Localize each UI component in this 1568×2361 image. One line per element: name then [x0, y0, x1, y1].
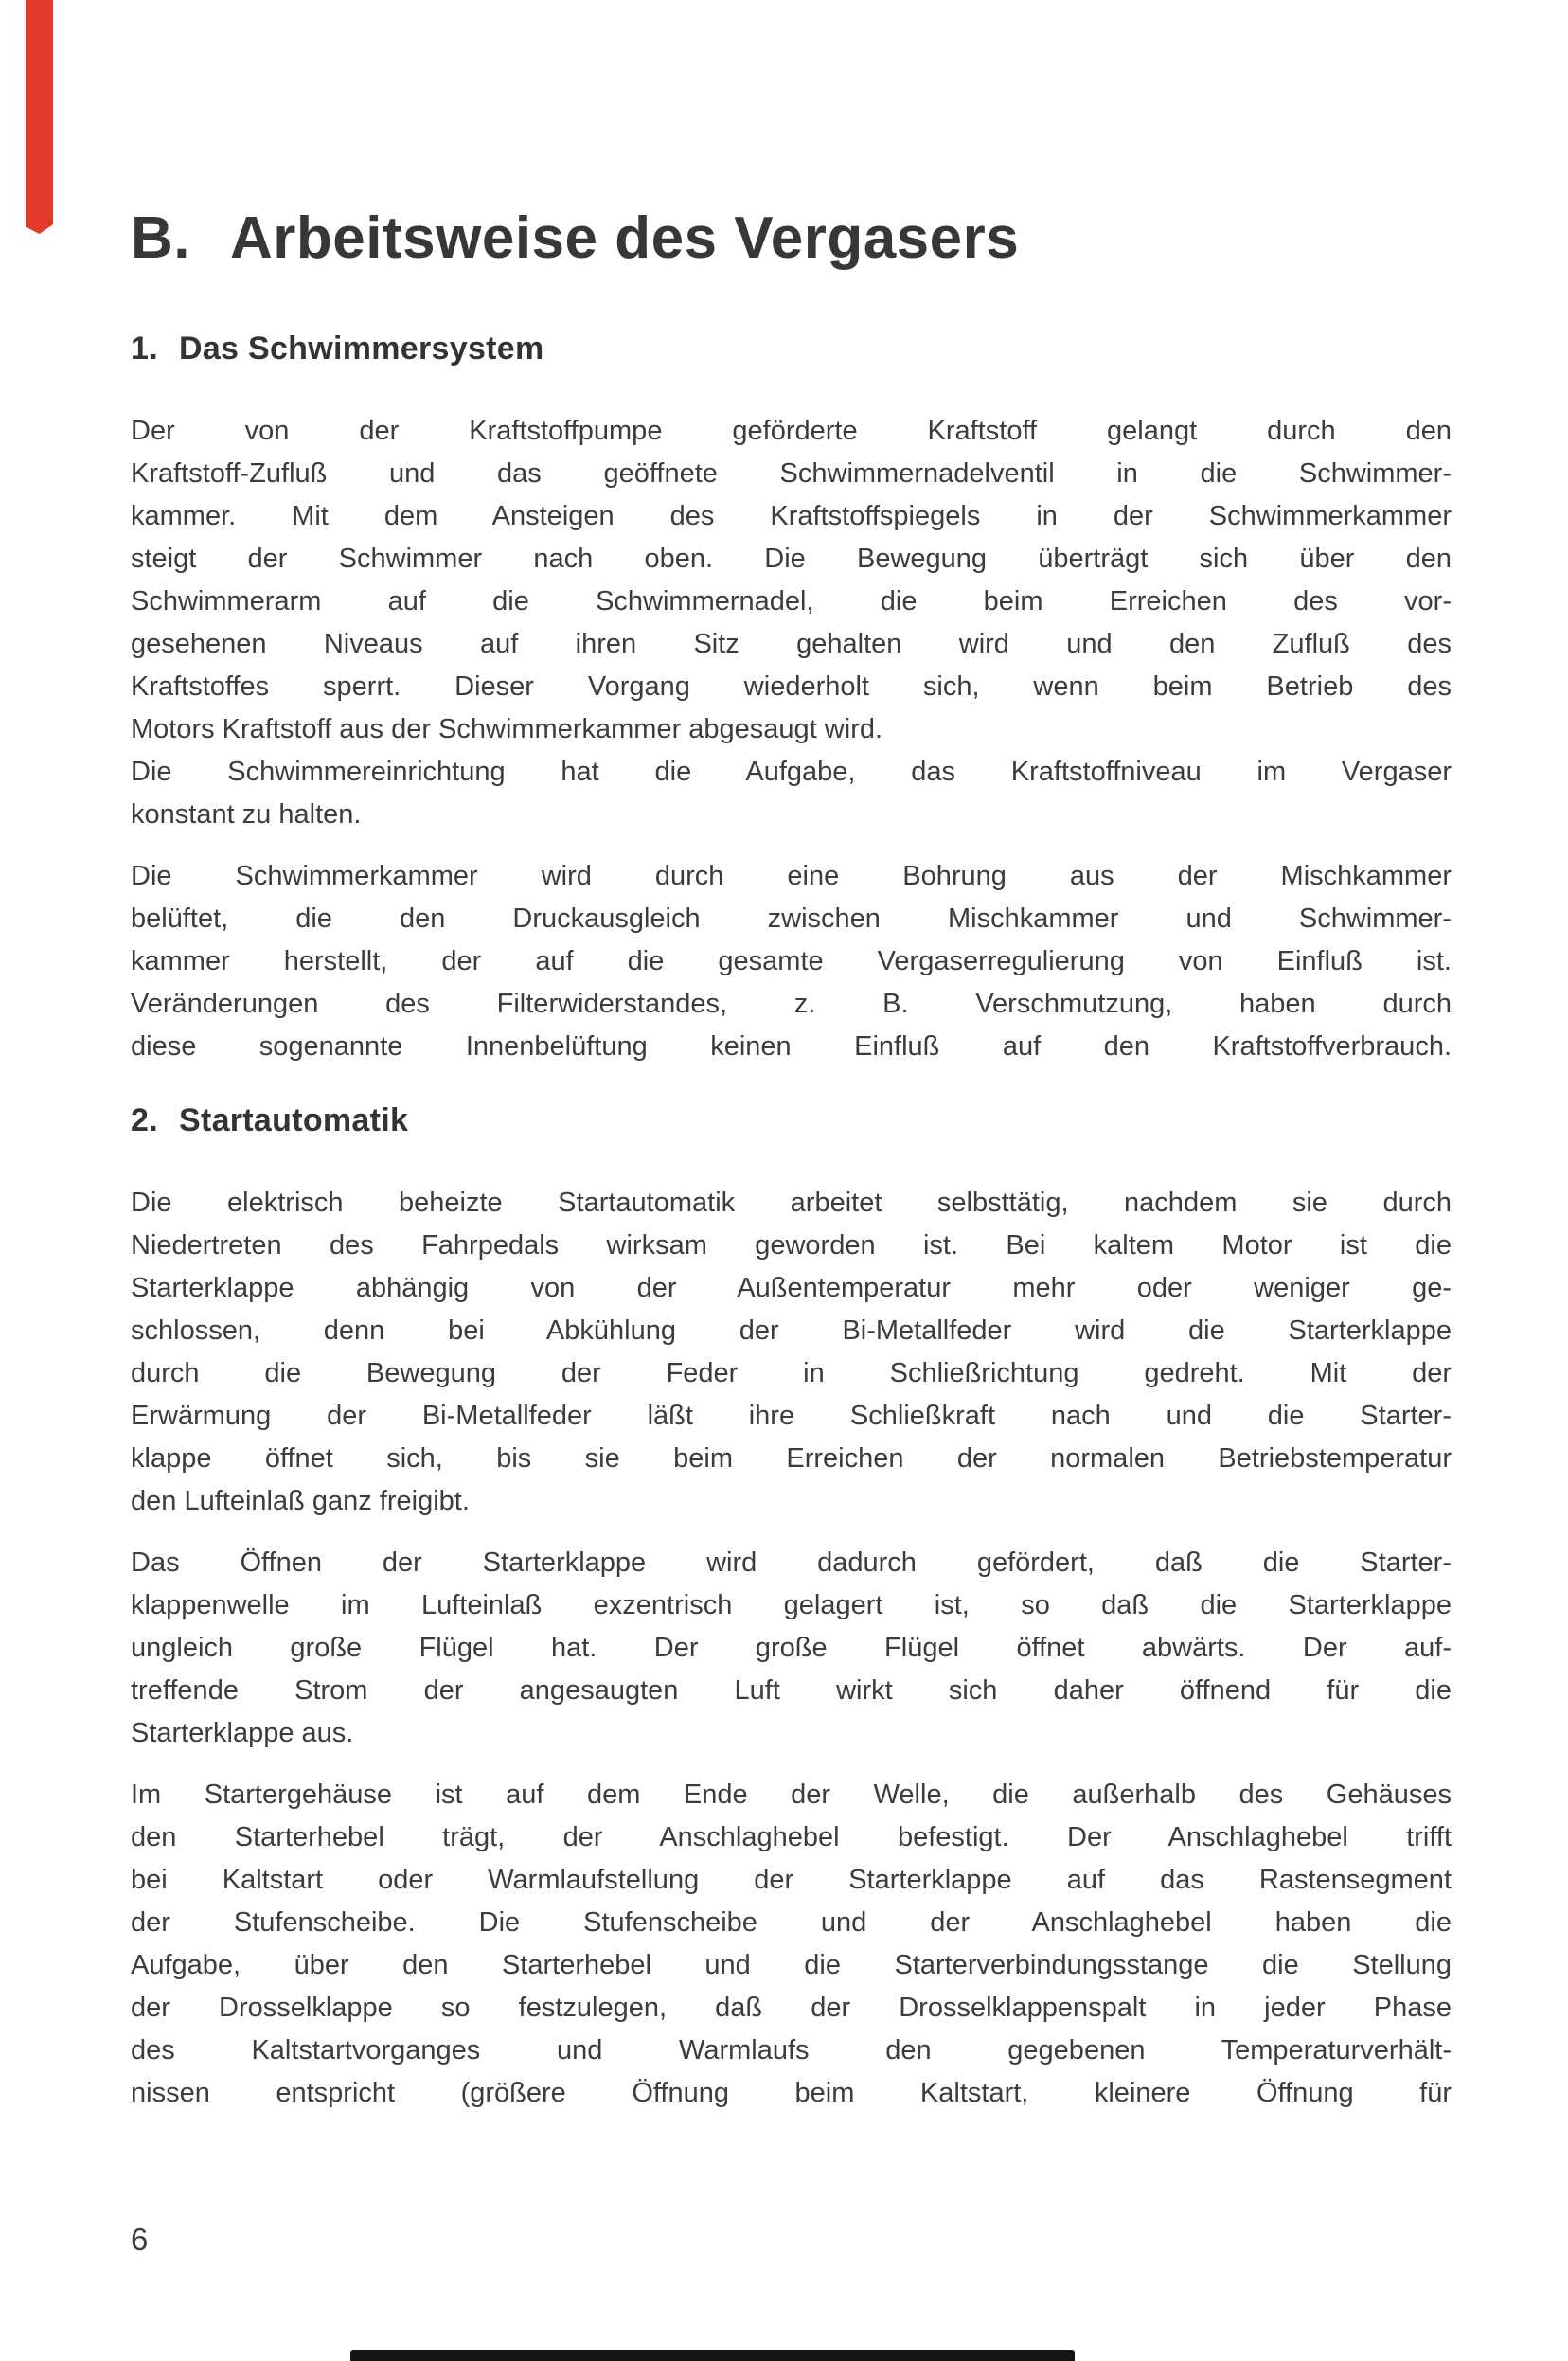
section-heading: [131, 1101, 1452, 1139]
page-edge-red-mark: [26, 0, 53, 234]
paragraph: [131, 1542, 1452, 1755]
text-line: Kraftstoff-Zufluß und das geöffnete Schwimmernadelventil in die Schwimmer-: [131, 458, 1452, 489]
text-line: der Stufenscheibe. Die Stufenscheibe und der Anschlaghebel haben die: [131, 1907, 1452, 1938]
text-line: den Lufteinlaß ganz freigibt.: [131, 1486, 470, 1516]
text-line: kammer. Mit dem Ansteigen des Kraftstoffspiegels in der Schwimmerkammer: [131, 501, 1452, 531]
text-line: Die Schwimmereinrichtung hat die Aufgabe, das Kraftstoffniveau im Vergaser: [131, 757, 1452, 787]
text-line: Veränderungen des Filterwiderstandes, z. B. Verschmutzung, haben durch: [131, 989, 1452, 1019]
page-title-number: B.: [131, 206, 190, 271]
section-number: 1.: [131, 331, 158, 367]
text-line: nissen entspricht (größere Öffnung beim Kaltstart, kleinere Öffnung für: [131, 2078, 1452, 2108]
page-title-text: Arbeitsweise des Vergasers: [230, 206, 1020, 271]
page-title: [131, 206, 1452, 271]
text-line: des Kaltstartvorganges und Warmlaufs den gegebenen Temperaturverhält-: [131, 2035, 1452, 2066]
text-line: Starterklappe abhängig von der Außentemperatur mehr oder weniger ge-: [131, 1273, 1452, 1303]
text-line: Niedertreten des Fahrpedals wirksam geworden ist. Bei kaltem Motor ist die: [131, 1230, 1452, 1261]
text-line: der Drosselklappe so festzulegen, daß der Drosselklappenspalt in jeder Phase: [131, 1993, 1452, 2023]
text-line: bei Kaltstart oder Warmlaufstellung der Starterklappe auf das Rastensegment: [131, 1865, 1452, 1895]
section-number: 2.: [131, 1102, 158, 1138]
text-line: Schwimmerarm auf die Schwimmernadel, die beim Erreichen des vor-: [131, 586, 1452, 617]
section-title: Das Schwimmersystem: [178, 331, 544, 367]
text-line: steigt der Schwimmer nach oben. Die Bewegung überträgt sich über den: [131, 544, 1452, 574]
text-line: Kraftstoffes sperrt. Dieser Vorgang wiederholt sich, wenn beim Betrieb des: [131, 671, 1452, 702]
text-line: belüftet, die den Druckausgleich zwischen Mischkammer und Schwimmer-: [131, 903, 1452, 934]
section-1: [131, 330, 1452, 1068]
text-line: Aufgabe, über den Starterhebel und die Starterverbindungsstange die Stellung: [131, 1950, 1452, 1980]
text-line: Im Startergehäuse ist auf dem Ende der Welle, die außerhalb des Gehäuses: [131, 1780, 1452, 1810]
text-line: Erwärmung der Bi-Metallfeder läßt ihre Schließkraft nach und die Starter-: [131, 1401, 1452, 1431]
text-line: kammer herstellt, der auf die gesamte Vergaserregulierung von Einfluß ist.: [131, 946, 1452, 976]
text-line: schlossen, denn bei Abkühlung der Bi-Metallfeder wird die Starterklappe: [131, 1315, 1452, 1346]
text-line: Die Schwimmerkammer wird durch eine Bohrung aus der Mischkammer: [131, 861, 1452, 891]
text-line: Die elektrisch beheizte Startautomatik arbeitet selbsttätig, nachdem sie durch: [131, 1188, 1452, 1218]
section-heading: [131, 330, 1452, 367]
scan-artifact-bar: [350, 2350, 1075, 2361]
text-line: ungleich große Flügel hat. Der große Flügel öffnet abwärts. Der auf-: [131, 1633, 1452, 1663]
text-line: gesehenen Niveaus auf ihren Sitz gehalten wird und den Zufluß des: [131, 629, 1452, 659]
paragraph: [131, 1774, 1452, 2115]
section-2: [131, 1101, 1452, 2115]
text-line: durch die Bewegung der Feder in Schließrichtung gedreht. Mit der: [131, 1358, 1452, 1388]
text-line: Das Öffnen der Starterklappe wird dadurch gefördert, daß die Starter-: [131, 1547, 1452, 1578]
text-line: konstant zu halten.: [131, 799, 362, 830]
text-line: treffende Strom der angesaugten Luft wirkt sich daher öffnend für die: [131, 1675, 1452, 1706]
text-line: Der von der Kraftstoffpumpe geförderte Kraftstoff gelangt durch den: [131, 416, 1452, 446]
page-number: 6: [131, 2222, 149, 2257]
paragraph: [131, 1182, 1452, 1523]
paragraph: [131, 855, 1452, 1068]
text-line: den Starterhebel trägt, der Anschlaghebel befestigt. Der Anschlaghebel trifft: [131, 1822, 1452, 1852]
text-line: Starterklappe aus.: [131, 1718, 354, 1748]
paragraph: [131, 410, 1452, 836]
section-title: Startautomatik: [178, 1102, 409, 1138]
sections: [131, 330, 1452, 2115]
text-line: Motors Kraftstoff aus der Schwimmerkammer abgesaugt wird.: [131, 714, 883, 744]
text-line: klappe öffnet sich, bis sie beim Erreichen der normalen Betriebstemperatur: [131, 1443, 1452, 1474]
text-line: klappenwelle im Lufteinlaß exzentrisch gelagert ist, so daß die Starterklappe: [131, 1590, 1452, 1620]
page-content: [131, 206, 1452, 2258]
text-line: diese sogenannte Innenbelüftung keinen Einfluß auf den Kraftstoffverbrauch.: [131, 1031, 1452, 1062]
